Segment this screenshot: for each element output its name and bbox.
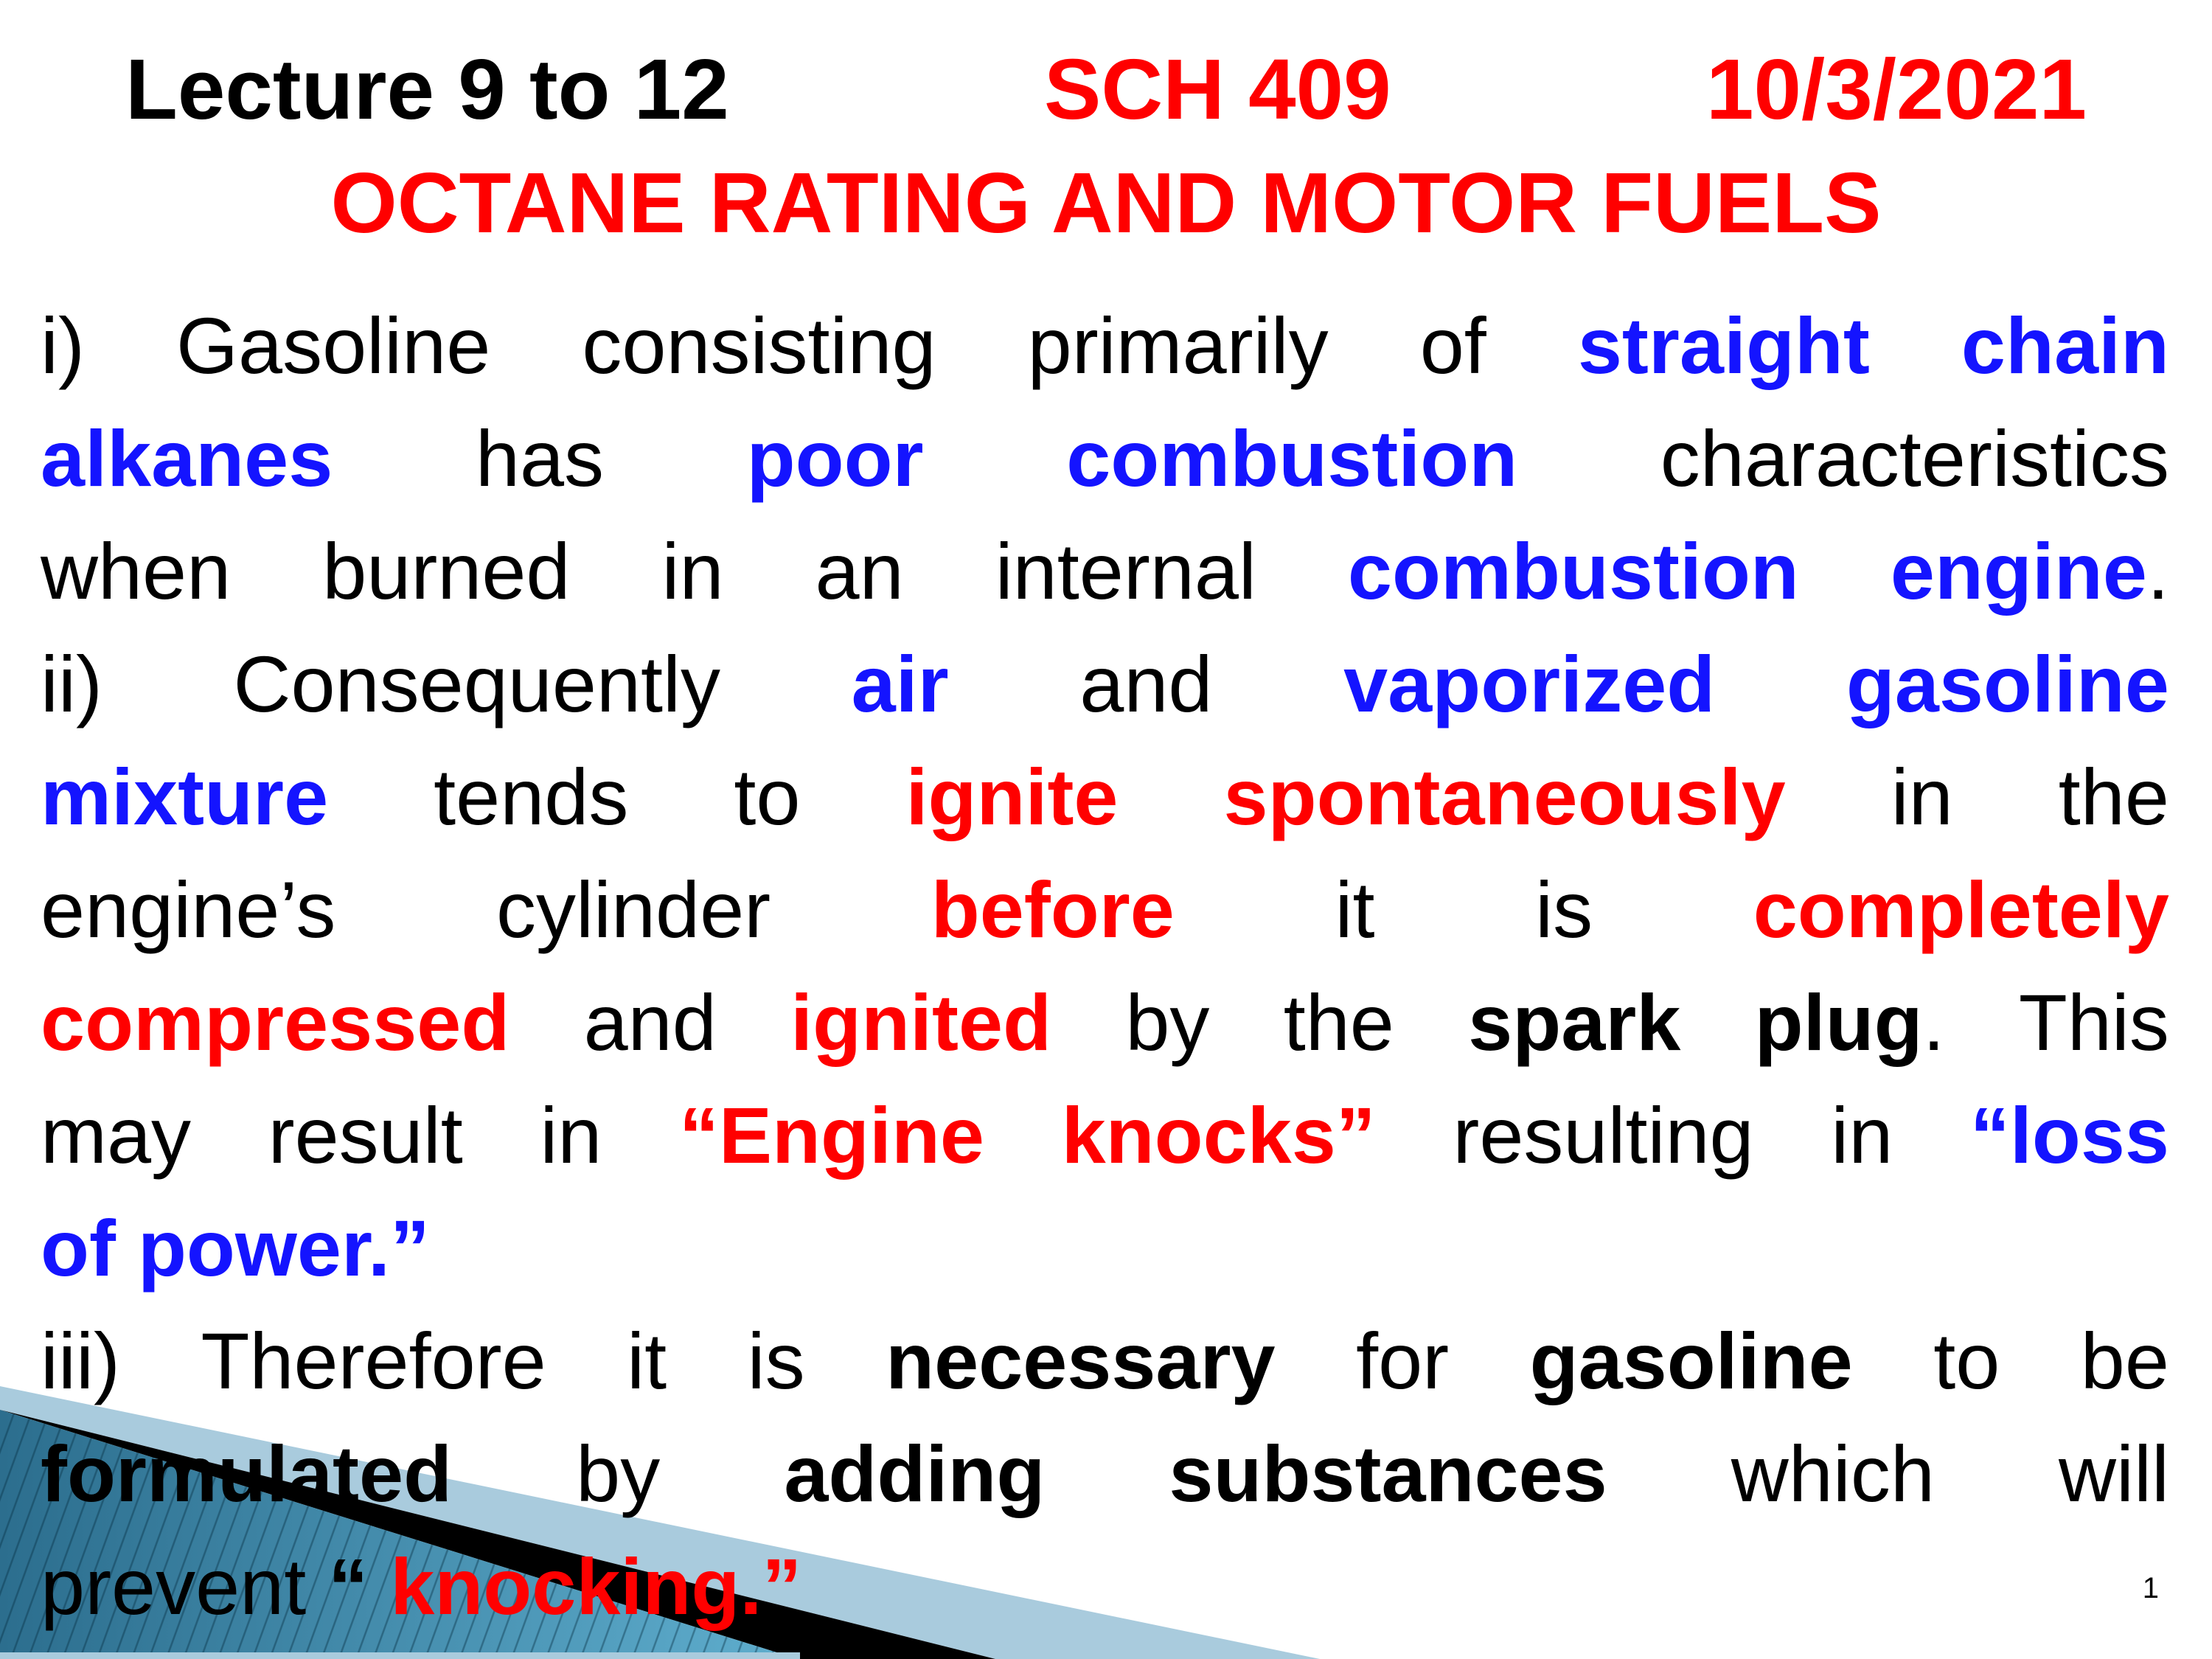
text-chunk (1468, 976, 1680, 1068)
text-segment: has (475, 414, 605, 503)
text-chunk (886, 1315, 1275, 1407)
text-chunk (1970, 1089, 2169, 1181)
text-chunk (906, 751, 1119, 843)
title-row (125, 31, 2087, 147)
text-segment: may (41, 1091, 192, 1180)
text-segment: ignited (790, 978, 1052, 1067)
text-segment: i) (41, 301, 85, 390)
text-segment: This (2018, 978, 2169, 1067)
text-segment: characteristics (1660, 414, 2169, 503)
text-chunk (1453, 1089, 1753, 1181)
text-segment: an (815, 526, 904, 616)
text-segment: ignite (905, 752, 1119, 841)
text-chunk (661, 525, 723, 617)
text-segment: consisting (582, 301, 936, 390)
text-chunk (41, 1542, 306, 1631)
text-chunk (1846, 638, 2169, 730)
course-code: SCH 409 (1044, 41, 1391, 137)
text-segment: for (1356, 1316, 1450, 1405)
body-line (41, 1304, 2169, 1417)
text-segment: to (1933, 1316, 2000, 1405)
text-chunk (41, 751, 328, 843)
text-segment: and (1079, 639, 1213, 728)
text-chunk (328, 1542, 368, 1631)
text-chunk (582, 299, 936, 392)
text-chunk (1348, 525, 1799, 617)
text-chunk (747, 412, 924, 504)
text-chunk (41, 412, 333, 504)
text-chunk (1530, 1315, 1853, 1407)
text-chunk (1343, 638, 1715, 730)
text-chunk (2019, 976, 2169, 1068)
text-segment: alkanes (41, 414, 333, 503)
text-segment: adding (784, 1429, 1046, 1518)
text-segment: in (661, 526, 724, 616)
text-segment: engine’s (41, 865, 336, 954)
text-segment: air (851, 639, 949, 728)
bottom-strip (0, 1652, 800, 1659)
text-chunk (41, 1089, 191, 1181)
text-chunk (1420, 299, 1486, 392)
text-chunk (176, 299, 490, 392)
slide-subtitle: OCTANE RATING AND MOTOR FUELS (330, 155, 1882, 251)
text-chunk (1066, 412, 1517, 504)
text-segment: resulting (1453, 1091, 1754, 1180)
body-line (41, 627, 2169, 740)
text-segment: substances (1169, 1429, 1607, 1518)
text-chunk (201, 1315, 546, 1407)
text-segment: vaporized (1343, 639, 1716, 728)
text-chunk (931, 863, 1175, 956)
text-chunk (784, 1427, 1045, 1520)
body-line (41, 740, 2169, 853)
body-line (41, 966, 2169, 1079)
text-segment: the (1283, 978, 1394, 1067)
text-chunk (1028, 299, 1329, 392)
text-segment: result (268, 1091, 463, 1180)
text-segment: spontaneously (1223, 752, 1786, 841)
text-chunk (1755, 976, 1945, 1068)
text-segment: internal (995, 526, 1256, 616)
text-chunk (1731, 1427, 1935, 1520)
text-chunk (1660, 412, 2169, 504)
text-segment: combustion (1066, 414, 1518, 503)
text-chunk (1535, 863, 1593, 956)
text-chunk (584, 976, 717, 1068)
text-segment: knocks” (1061, 1091, 1376, 1180)
text-segment: chain (1961, 301, 2169, 390)
text-chunk (2059, 1427, 2169, 1520)
text-segment: prevent (41, 1542, 307, 1631)
text-chunk (390, 1542, 801, 1631)
text-chunk (41, 525, 231, 617)
text-chunk (1891, 751, 1953, 843)
page-number: 1 (2142, 1572, 2159, 1604)
body-line (41, 402, 2169, 515)
body-line (41, 1417, 2169, 1530)
text-segment: combustion (1347, 526, 1799, 616)
text-chunk (1933, 1315, 2000, 1407)
text-segment: primarily (1027, 301, 1329, 390)
text-chunk (1356, 1315, 1449, 1407)
text-chunk (734, 751, 800, 843)
text-chunk (41, 1427, 452, 1520)
text-segment: knocking.” (390, 1542, 802, 1631)
text-chunk (1961, 299, 2169, 392)
text-chunk (41, 863, 335, 956)
text-segment: will (2059, 1429, 2169, 1518)
text-chunk (41, 299, 85, 392)
text-chunk (679, 1089, 984, 1181)
text-segment: compressed (41, 978, 510, 1067)
body-line (41, 1192, 2169, 1304)
text-segment: before (931, 865, 1175, 954)
body-text (41, 289, 2169, 1643)
text-segment: to (734, 752, 801, 841)
text-segment: gasoline (1529, 1316, 1853, 1405)
text-segment: it (1335, 865, 1375, 954)
text-segment: gasoline (1846, 639, 2169, 728)
text-chunk (1284, 976, 1394, 1068)
text-chunk (1062, 1089, 1376, 1181)
text-chunk (1079, 638, 1212, 730)
text-chunk (1335, 863, 1374, 956)
text-segment: when (41, 526, 232, 616)
body-line (41, 1079, 2169, 1192)
text-chunk (476, 412, 604, 504)
text-segment: mixture (41, 752, 329, 841)
text-chunk (2059, 751, 2169, 843)
text-chunk (1831, 1089, 1893, 1181)
text-segment: burned (322, 526, 571, 616)
text-segment: of (1419, 301, 1486, 390)
text-chunk (41, 1315, 120, 1407)
text-chunk (790, 976, 1051, 1068)
text-chunk (434, 751, 628, 843)
text-segment: . (1922, 978, 1945, 1067)
text-segment: the (2058, 752, 2169, 841)
lecture-date: 10/3/2021 (1705, 41, 2087, 137)
text-segment: is (1535, 865, 1593, 954)
text-chunk (1891, 525, 2169, 617)
text-segment: “loss (1969, 1091, 2169, 1180)
text-chunk (1578, 299, 1870, 392)
text-segment: and (583, 978, 717, 1067)
text-segment: cylinder (495, 865, 771, 954)
text-chunk (748, 1315, 805, 1407)
text-chunk (540, 1089, 602, 1181)
text-chunk (576, 1427, 660, 1520)
text-segment: “Engine (678, 1091, 984, 1180)
text-segment: poor (746, 414, 924, 503)
text-segment: formulated (41, 1429, 453, 1518)
text-chunk (322, 525, 570, 617)
text-chunk (852, 638, 949, 730)
text-chunk (496, 863, 771, 956)
text-segment: completely (1753, 865, 2169, 954)
text-segment: necessary (886, 1316, 1276, 1405)
text-chunk (1125, 976, 1209, 1068)
lecture-title: Lecture 9 to 12 (125, 41, 729, 137)
body-line (41, 289, 2169, 402)
body-line (41, 1530, 2169, 1643)
text-segment: . (2146, 526, 2169, 616)
body-line (41, 853, 2169, 966)
text-segment: which (1731, 1429, 1935, 1518)
text-segment: it (627, 1316, 667, 1405)
text-chunk (41, 638, 102, 730)
text-segment: by (1125, 978, 1210, 1067)
text-chunk (234, 638, 720, 730)
text-chunk (995, 525, 1256, 617)
text-segment: of power.” (41, 1203, 431, 1293)
text-chunk (627, 1315, 667, 1407)
text-segment: Consequently (233, 639, 720, 728)
text-segment: ii) (41, 639, 102, 728)
text-segment: Therefore (201, 1316, 546, 1405)
text-segment: is (747, 1316, 805, 1405)
text-segment: in (1891, 752, 1953, 841)
text-segment: in (1831, 1091, 1893, 1180)
body-line (41, 515, 2169, 627)
text-chunk (1169, 1427, 1607, 1520)
text-segment: by (576, 1429, 661, 1518)
text-segment: spark (1468, 978, 1681, 1067)
text-chunk (1224, 751, 1786, 843)
text-segment: Gasoline (176, 301, 491, 390)
text-segment: engine (1890, 526, 2147, 616)
text-segment: in (540, 1091, 602, 1180)
text-chunk (2081, 1315, 2169, 1407)
text-segment: plug (1754, 978, 1923, 1067)
text-chunk (41, 976, 509, 1068)
text-segment: iii) (41, 1316, 120, 1405)
text-chunk (41, 1203, 430, 1293)
text-chunk (1753, 863, 2169, 956)
text-chunk (268, 1089, 463, 1181)
text-segment: tends (434, 752, 629, 841)
text-segment: straight (1577, 301, 1870, 390)
text-segment: be (2080, 1316, 2169, 1405)
text-chunk (815, 525, 904, 617)
text-segment: “ (328, 1542, 369, 1631)
